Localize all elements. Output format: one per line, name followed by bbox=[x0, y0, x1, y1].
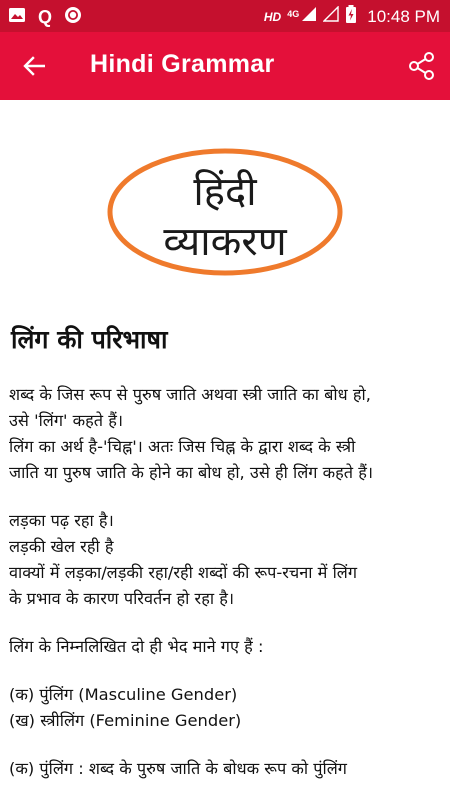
image-icon bbox=[8, 7, 26, 27]
signal-icon-2 bbox=[323, 6, 339, 27]
system-status bbox=[264, 5, 440, 28]
paragraph-line: के प्रभाव के कारण परिवर्तन हो रहा है। bbox=[9, 589, 235, 608]
paragraph-line: लड़का पढ़ रहा है। bbox=[9, 511, 114, 530]
notification-icons bbox=[8, 6, 82, 28]
article-heading: लिंग की परिभाषा bbox=[11, 325, 168, 354]
paragraph-line: वाक्यों में लड़का/लड़की रहा/रही शब्दों की रूप-रचना में लिंग bbox=[9, 563, 357, 582]
paragraph-line: शब्द के जिस रूप से पुरुष जाति अथवा स्त्री जाति का बोध हो, bbox=[9, 385, 371, 404]
paragraph-line: जाति या पुरुष जाति के होने का बोध हो, उसे ही लिंग कहते हैं। bbox=[9, 463, 374, 482]
paragraph-line: (ख) स्त्रीलिंग (Feminine Gender) bbox=[9, 711, 242, 730]
battery-icon bbox=[345, 5, 357, 28]
article-content bbox=[9, 320, 441, 782]
signal-icon bbox=[301, 6, 317, 27]
share-button[interactable] bbox=[406, 50, 438, 82]
status-bar bbox=[0, 0, 450, 32]
page-title: Hindi Grammar bbox=[90, 50, 275, 78]
clock: 10:48 PM bbox=[367, 6, 440, 26]
logo-line-2: व्याकरण bbox=[163, 219, 287, 265]
arrow-left-icon bbox=[23, 56, 45, 76]
back-button[interactable] bbox=[18, 52, 50, 80]
hd-label: HD bbox=[263, 9, 282, 24]
paragraph-line: लिंग के निम्नलिखित दो ही भेद माने गए हैं : bbox=[9, 637, 264, 656]
paragraph-line: लड़की खेल रही है bbox=[9, 537, 114, 556]
app-bar bbox=[0, 32, 450, 100]
paragraph-line: (क) पुंलिंग (Masculine Gender) bbox=[9, 685, 238, 704]
network-type: 4G bbox=[287, 8, 300, 19]
paragraph-line: लिंग का अर्थ है-'चिह्न'। अतः जिस चिह्न के द्वारा शब्द के स्त्री bbox=[9, 437, 356, 456]
logo-line-1: हिंदी bbox=[193, 169, 257, 215]
paragraph-line: (क) पुंलिंग : शब्द के पुरुष जाति के बोधक रूप को पुंलिंग bbox=[9, 759, 347, 778]
q-icon: Q bbox=[38, 7, 53, 27]
share-icon bbox=[407, 51, 437, 81]
record-icon bbox=[64, 6, 82, 28]
hindi-grammar-logo bbox=[105, 145, 345, 280]
paragraph-line: उसे 'लिंग' कहते हैं। bbox=[9, 411, 124, 430]
